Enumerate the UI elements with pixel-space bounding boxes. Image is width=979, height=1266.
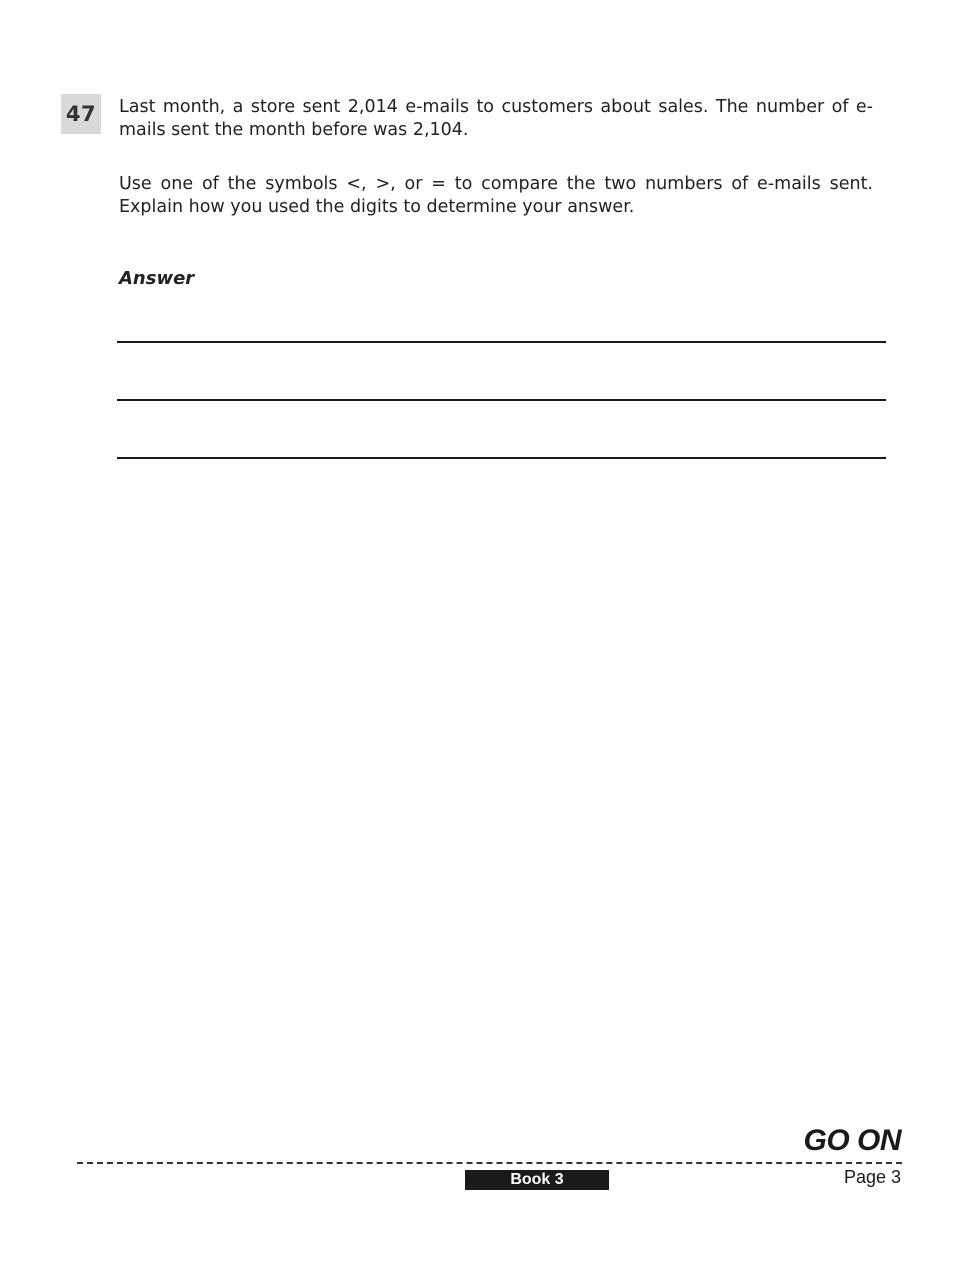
answer-line-2[interactable] bbox=[117, 399, 886, 401]
answer-line-1[interactable] bbox=[117, 341, 886, 343]
question-stem: Last month, a store sent 2,014 e-mails to customers about sales. The number of e-mails sent the month before was 2,104. bbox=[119, 97, 873, 140]
footer-divider bbox=[77, 1162, 902, 1164]
go-on-label: GO ON bbox=[803, 1124, 901, 1157]
page-number: Page 3 bbox=[843, 1167, 901, 1187]
question-instructions: Use one of the symbols <, >, or = to compare the two numbers of e-mails sent. Explain how you used the digits to determine your answer. bbox=[119, 174, 873, 217]
question-number: 47 bbox=[61, 94, 101, 134]
answer-line-3[interactable] bbox=[117, 457, 886, 459]
book-label: Book 3 bbox=[465, 1170, 609, 1190]
answer-label: Answer bbox=[119, 268, 195, 289]
